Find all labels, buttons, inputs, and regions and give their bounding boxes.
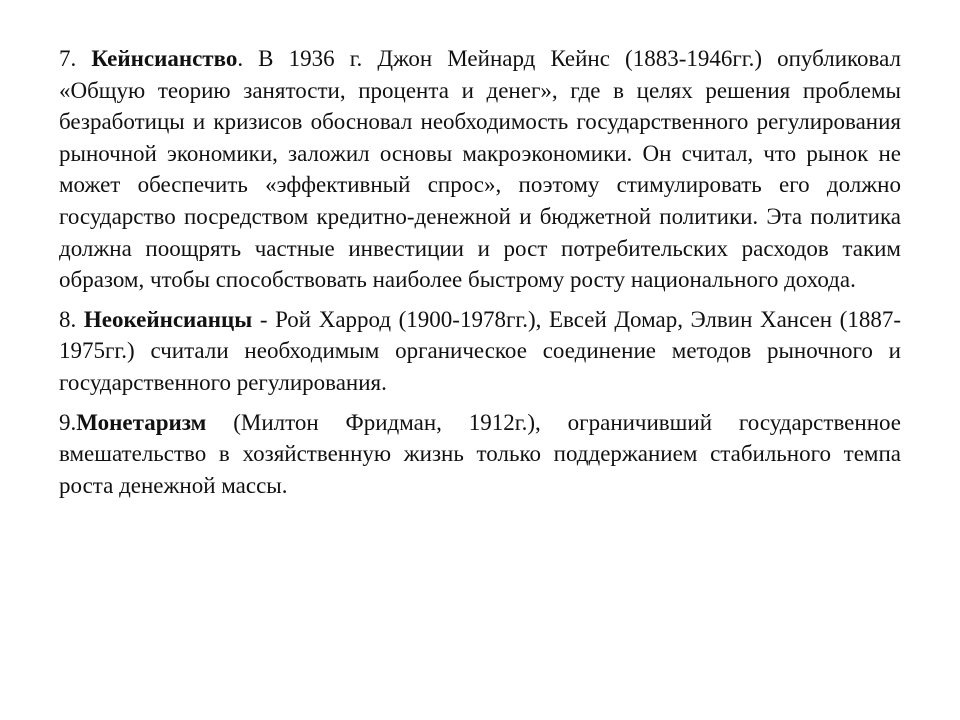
paragraph-number: 8.	[59, 306, 84, 332]
slide-body	[59, 43, 901, 509]
paragraph-monetarism	[59, 407, 901, 502]
paragraph-text: - Рой Харрод (1900-1978гг.), Евсей Домар, Элвин Хансен (1887-1975гг.) считали необходимым органическое соединение методов рыночного и государственного регулирования.	[59, 306, 901, 395]
paragraph-text: (Милтон Фридман, 1912г.), ограничивший государственное вмешательство в хозяйственную жизнь только поддержанием стабильного темпа роста денежной массы.	[59, 409, 901, 498]
paragraph-term: Кейнсианство	[91, 46, 238, 71]
paragraph-number: 7.	[59, 46, 92, 71]
paragraph-keynesianism	[59, 43, 901, 296]
paragraph-term: Неокейнсианцы	[83, 306, 253, 332]
paragraph-term: Монетаризм	[76, 409, 207, 435]
paragraph-number: 9.	[59, 409, 77, 435]
paragraph-text: . В 1936 г. Джон Мейнард Кейнс (1883-1946гг.) опубликовал «Общую теорию занятости, процента и денег», где в целях решения проблемы безработицы и кризисов обосновал необходимость государственного регулирования рыночной экономики, заложил основы макроэкономики. Он считал, что рынок не может обеспечить «эффективный спрос», поэтому стимулировать его должно государство посредством кредитно-денежной и бюджетной политики. Эта политика должна поощрять частные инвестиции и рост потребительских расходов таким образом, чтобы способствовать наиболее быстрому росту национального дохода.	[59, 46, 902, 293]
paragraph-neo-keynesians	[59, 304, 901, 399]
